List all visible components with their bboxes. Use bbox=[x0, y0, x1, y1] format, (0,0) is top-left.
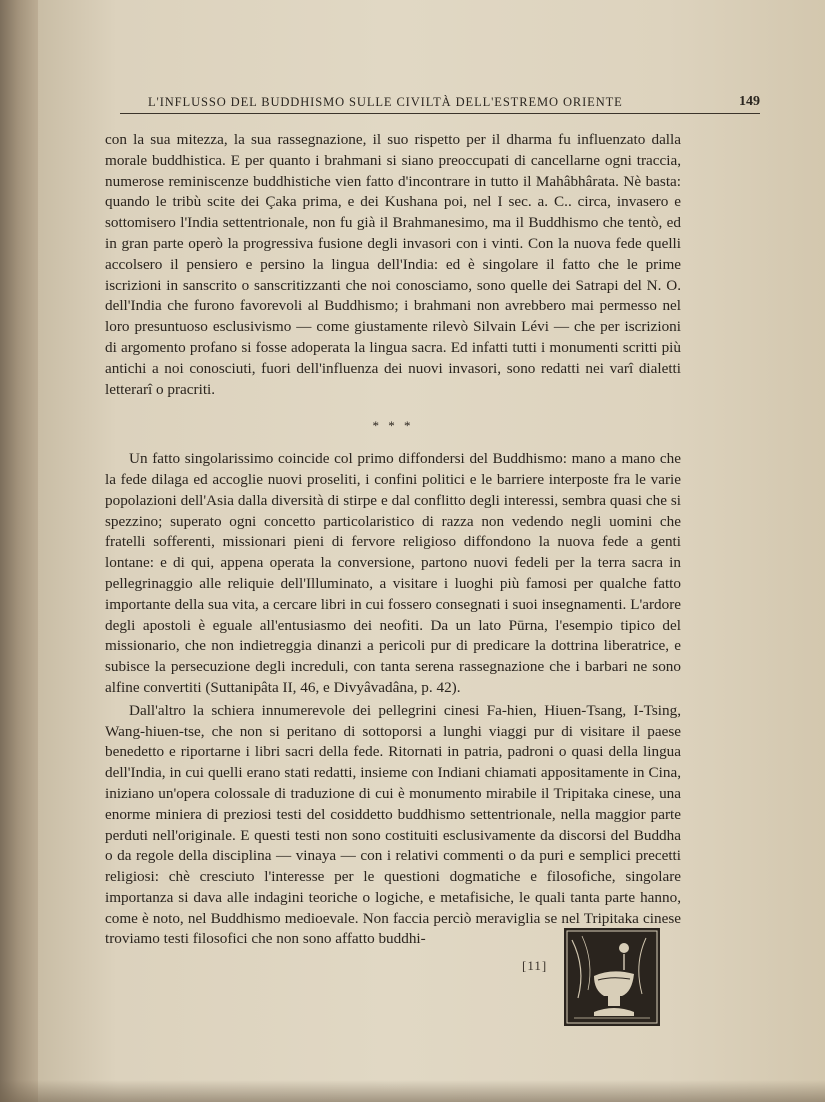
paragraph-chinese-pilgrims: Dall'altro la schiera innumerevole dei pellegrini cinesi Fa-hien, Hiuen-Tsang, I-Tsing, Wang-hiuen-tse, che non si peritano di sottoporsi a lunghi viaggi pur di visitare il paese benedetto e riportarne i libri sacri della fede. Ritornati in patria, padroni o quasi della lingua dell'India, in cui quelli erano stati redatti, insieme con Indiani chiamati appositamente in Cina, iniziano un'opera colossale di traduzione di cui è monumento mirabile il Tripitaka cinese, una enorme miniera di preziosi testi del cosiddetto buddhismo settentrionale, nella maggior parte perduti nell'originale. E questi testi non sono costituiti esclusivamente da discorsi del Buddha o da regole della disciplina — vinaya — con i relativi commenti o da puri e semplici precetti religiosi: chè cresciuto l'interesse per le questioni dogmatiche e filosofiche, singolare importanza si dava alle indagini teoriche o logiche, e metafisiche, le quali tanta parte hanno, come è noto, nel Buddhismo medioevale. Non faccia perciò meraviglia se nel Tripitaka cinese troviamo testi filosofici che non sono affatto buddhi- bbox=[105, 701, 681, 948]
section-separator: * * * bbox=[372, 418, 414, 434]
running-title: L'INFLUSSO DEL BUDDHISMO SULLE CIVILTÀ DELL'ESTREMO ORIENTE bbox=[148, 95, 623, 109]
book-spine bbox=[0, 0, 40, 1102]
page-number: 149 bbox=[739, 94, 760, 109]
paragraph-pilgrims-intro: Un fatto singolarissimo coincide col primo diffondersi del Buddhismo: mano a mano che la fede dilaga ed accoglie nuovi proseliti, i confini politici e le barriere interposte fra le varie popolazioni dell'Asia dalla diversità di stirpe e dal conflitto degli interessi, sembra quasi che si spezzino; superato ogni concetto particolaristico di razza non vedendo negli uomini che fratelli sofferenti, missionari pieni di fervore religioso diffondono la nuova fede a genti lontane: e di qui, appena operata la conversione, partono nuovi fedeli per la terra sacra in pellegrinaggio alle reliquie dell'Illuminato, a visitare i luoghi più famosi per qualche fatto importante della sua vita, a cercare libri in cui fossero consegnati i suoi insegnamenti. L'ardore degli apostoli è eguale all'entusiasmo dei neofiti. Da un lato Pūrna, l'esempio tipico del missionario, che non indietreggia dinanzi a pericoli pur di predicare la dottrina liberatrice, e subisce la persecuzione degli increduli, con tanta serena rassegnazione che i barbari ne sono alfine convertiti (Suttanipâta II, 46, e Divyâvadâna, p. 42). bbox=[105, 450, 681, 696]
page-bottom-shadow bbox=[0, 1080, 825, 1102]
running-head bbox=[120, 88, 760, 114]
paragraph-continuation: con la sua mitezza, la sua rassegnazione, il suo rispetto per il dharma fu influenzato dalla morale buddhistica. E per quanto i brahmani si siano preoccupati di cancellarne ogni traccia, numerose reminiscenze buddhistiche vien fatto d'incontrare in tutto il Mahâbhârata. Nè basta: quando le tribù scite dei Çaka prima, e dei Kushana poi, nel I sec. a. C.. circa, invasero e sottomisero l'India settentrionale, non fu già il Brahmanesimo, ma il Buddhismo che tentò, ed in gran parte operò la progressiva fusione degli invasori con i vinti. Con la nuova fede quelli accolsero il pensiero e persino la lingua dell'India: ed è singolare il fatto che le prime iscrizioni in sanscrito o sanscritizzanti che noi conosciamo, sono quelle dei Satrapi del N. O. dell'India che furono favorevoli al Buddhismo; i brahmani non avrebbero mai permesso nel loro presuntuoso esclusivismo — come giustamente rilevò Silvain Lévi — che per iscrizioni di argomento profano si fosse adoperata la lingua sacra. Ed infatti tutti i monumenti scritti più antichi a noi conosciuti, fuori dell'influenza dei nuovi invasori, sono redatti nei varî dialetti letterarî o pracriti. bbox=[105, 131, 681, 398]
signature-mark: [11] bbox=[522, 958, 548, 973]
lamp-woodcut-icon bbox=[564, 928, 660, 1026]
body-text bbox=[105, 130, 681, 950]
